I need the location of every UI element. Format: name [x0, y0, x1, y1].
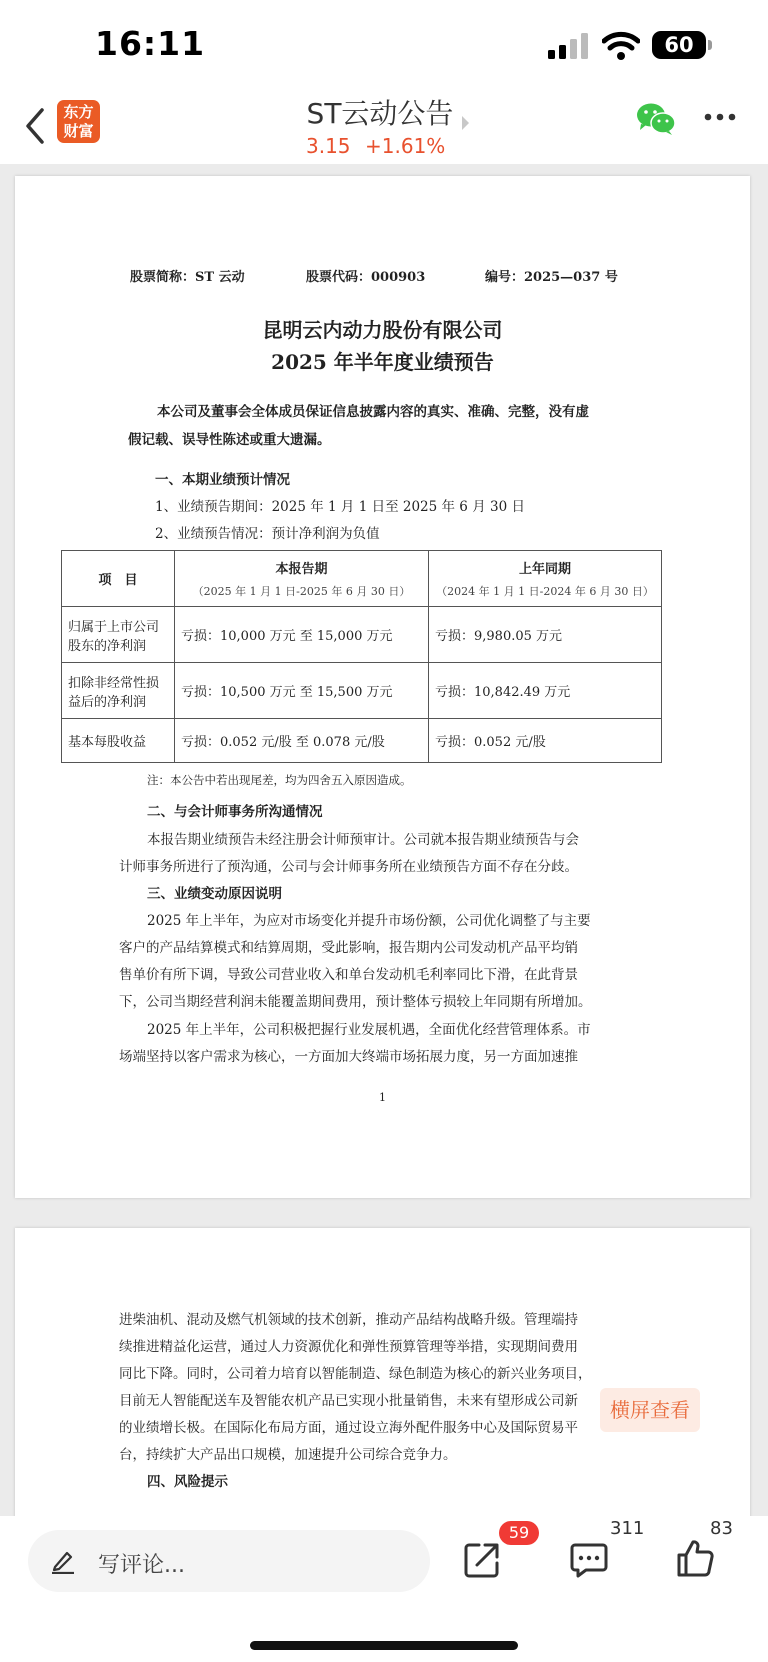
row-previous-value: 亏损：0.052 元/股 — [429, 719, 662, 763]
status-bar — [0, 0, 768, 92]
row-label-line1: 扣除非经常性损 — [68, 675, 160, 691]
header-current-label: 本报告期 — [275, 562, 328, 577]
row-previous-value: 亏损：10,842.49 万元 — [429, 663, 662, 719]
thumbs-up-icon[interactable] — [676, 1539, 714, 1577]
stock-price: 3.15 — [306, 134, 351, 158]
forecast-period: 1、业绩预告期间：2025 年 1 月 1 日至 2025 年 6 月 30 日 — [155, 499, 525, 515]
page-2-line-1: 进柴油机、混动及燃气机领域的技术创新，推动产品结构战略升级。管理端持 — [119, 1312, 578, 1328]
wifi-icon — [602, 30, 640, 60]
nav-bar — [0, 92, 768, 164]
logo-text-line2: 财富 — [63, 122, 94, 140]
header-previous-range: （2024 年 1 月 1 日-2024 年 6 月 30 日） — [436, 585, 654, 598]
section-3-line-2: 客户的产品结算模式和结算周期，受此影响，报告期内公司发动机产品平均销 — [119, 940, 578, 956]
header-current-range: （2025 年 1 月 1 日-2025 年 6 月 30 日） — [192, 585, 411, 598]
header-item: 项 目 — [62, 551, 175, 607]
company-name: 昆明云内动力股份有限公司 — [262, 318, 503, 342]
section-3-line-6: 场端坚持以客户需求为核心，一方面加大终端市场拓展力度，另一方面加速推 — [119, 1049, 578, 1065]
page-2-line-2: 续推进精益化运营，通过人力资源优化和弹性预算管理等举措，实现期间费用 — [119, 1339, 578, 1355]
announcement-title: 2025 年半年度业绩预告 — [271, 350, 494, 374]
pencil-icon — [50, 1548, 76, 1574]
section-3-line-3: 售单价有所下调，导致公司营业收入和单台发动机毛利率同比下滑，在此背景 — [119, 967, 578, 983]
page-2-line-6: 台，持续扩大产品出口规模，加速提升公司综合竞争力。 — [119, 1447, 457, 1463]
bottom-action-bar — [0, 1516, 768, 1662]
comment-icon[interactable] — [570, 1541, 608, 1579]
app-logo[interactable] — [57, 100, 100, 143]
row-previous-value: 亏损：9,980.05 万元 — [429, 607, 662, 663]
table-header-row — [62, 551, 662, 607]
section-2-heading: 二、与会计师事务所沟通情况 — [147, 804, 323, 820]
stock-code: 股票代码：000903 — [306, 270, 426, 285]
header-current-period — [175, 551, 429, 607]
page-title[interactable]: ST云动公告 — [306, 97, 454, 130]
row-current-value: 亏损：10,000 万元 至 15,000 万元 — [175, 607, 429, 663]
row-label: 基本每股收益 — [62, 719, 175, 763]
comment-count: 311 — [610, 1518, 645, 1539]
intro-line-1: 本公司及董事会全体成员保证信息披露内容的真实、准确、完整，没有虚 — [157, 404, 589, 420]
row-label-line2: 股东的净利润 — [68, 638, 147, 654]
row-current-value: 亏损：10,500 万元 至 15,500 万元 — [175, 663, 429, 719]
battery-cap — [708, 40, 712, 50]
table-note: 注：本公告中若出现尾差，均为四舍五入原因造成。 — [147, 773, 412, 787]
page-2-line-4: 目前无人智能配送车及智能农机产品已实现小批量销售，未来有望形成公司新 — [119, 1393, 578, 1409]
back-arrow-icon[interactable] — [22, 104, 48, 148]
page-number: 1 — [379, 1091, 386, 1104]
section-1-heading: 一、本期业绩预计情况 — [155, 472, 290, 488]
stock-change: +1.61% — [365, 134, 446, 158]
header-previous-label: 上年同期 — [518, 562, 571, 577]
share-count-badge: 59 — [499, 1521, 539, 1545]
table-row — [62, 607, 662, 663]
table-row — [62, 719, 662, 763]
landscape-view-button[interactable]: 横屏查看 — [600, 1388, 700, 1432]
section-2-line-1: 本报告期业绩预告未经注册会计师预审计。公司就本报告期业绩预告与会 — [147, 832, 579, 848]
header-previous-period — [429, 551, 662, 607]
row-current-value: 亏损：0.052 元/股 至 0.078 元/股 — [175, 719, 429, 763]
section-3-heading: 三、业绩变动原因说明 — [147, 886, 282, 902]
comment-placeholder: 写评论... — [98, 1553, 185, 1578]
document-viewer[interactable] — [0, 164, 768, 1516]
intro-line-2: 假记载、误导性陈述或重大遗漏。 — [128, 432, 331, 448]
document-page-1 — [15, 176, 750, 1198]
row-label — [62, 663, 175, 719]
row-label-line2: 益后的净利润 — [68, 694, 147, 710]
section-3-line-5: 2025 年上半年，公司积极把握行业发展机遇，全面优化经营管理体系。市 — [147, 1022, 591, 1038]
table-row — [62, 663, 662, 719]
more-options-icon[interactable] — [703, 112, 737, 122]
wechat-share-icon[interactable] — [636, 102, 676, 136]
status-time: 16:11 — [95, 24, 206, 63]
announcement-number: 编号：2025—037 号 — [485, 270, 618, 285]
document-page-2 — [15, 1228, 750, 1516]
stock-short-name: 股票简称：ST 云动 — [130, 270, 245, 285]
row-label — [62, 607, 175, 663]
page-2-line-5: 的业绩增长极。在国际化布局方面，通过设立海外配件服务中心及国际贸易平 — [119, 1420, 578, 1436]
section-2-line-2: 计师事务所进行了预沟通，公司与会计师事务所在业绩预告方面不存在分歧。 — [119, 859, 578, 875]
section-3-line-1: 2025 年上半年，为应对市场变化并提升市场份额，公司优化调整了与主要 — [147, 913, 591, 929]
row-label-line1: 归属于上市公司 — [68, 619, 160, 635]
home-indicator — [250, 1641, 518, 1650]
like-count: 83 — [710, 1518, 733, 1539]
chevron-right-icon[interactable] — [462, 116, 469, 130]
battery-indicator: 60 — [652, 31, 706, 59]
comment-input[interactable] — [28, 1530, 430, 1592]
performance-table — [61, 550, 662, 763]
page-2-line-3: 同比下降。同时，公司着力培育以智能制造、绿色制造为核心的新兴业务项目， — [119, 1366, 592, 1382]
forecast-status: 2、业绩预告情况：预计净利润为负值 — [155, 526, 380, 542]
logo-text-line1: 东方 — [63, 103, 94, 121]
cellular-signal-icon — [548, 33, 590, 59]
section-4-heading: 四、风险提示 — [147, 1474, 228, 1490]
section-3-line-4: 下，公司当期经营利润未能覆盖期间费用，预计整体亏损较上年同期有所增加。 — [119, 994, 592, 1010]
share-icon[interactable] — [463, 1541, 501, 1579]
